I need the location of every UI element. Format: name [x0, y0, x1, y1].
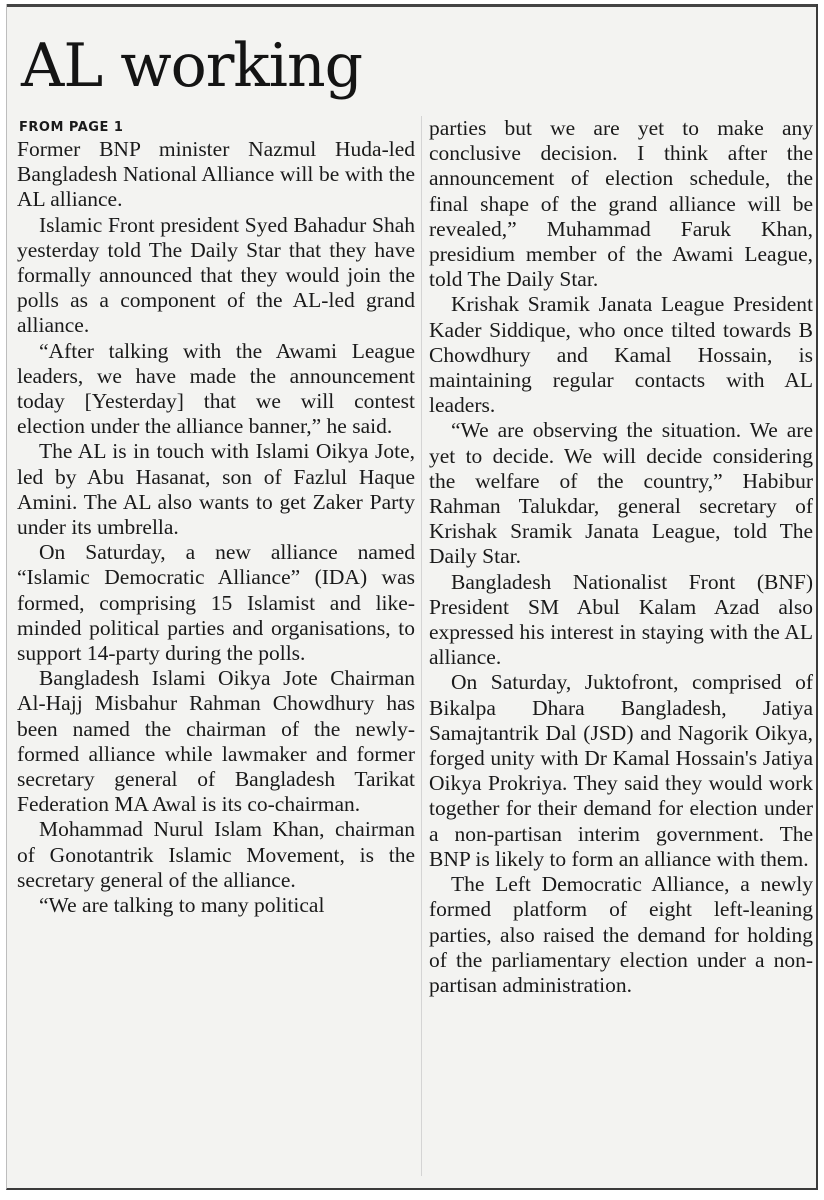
article-paragraph: Islamic Front president Syed Bahadur Shah yesterday told The Daily Star that they have formally announced that they would join the polls as a component of the AL-led grand alliance. — [17, 212, 415, 338]
column-divider — [421, 116, 422, 1176]
article-paragraph: Krishak Sramik Janata League President Kader Siddique, who once tilted towards B Chowdhury and Kamal Hossain, is maintaining regular contacts with AL leaders. — [429, 292, 813, 418]
article-paragraph: “We are observing the situation. We are yet to decide. We will decide considering the welfare of the country,” Habibur Rahman Talukdar, general secretary of Krishak Sramik Janata League, told The Daily Star. — [429, 418, 813, 569]
top-rule — [7, 4, 816, 7]
jump-kicker: FROM PAGE 1 — [19, 120, 124, 135]
article-paragraph: “We are talking to many political — [39, 893, 325, 918]
newspaper-clipping — [6, 4, 818, 1190]
article-paragraph: Bangladesh Nationalist Front (BNF) President SM Abul Kalam Azad also expressed his interest in staying with the AL alliance. — [429, 569, 813, 670]
article-paragraph: On Saturday, Juktofront, comprised of Bikalpa Dhara Bangladesh, Jatiya Samajtantrik Dal (JSD) and Nagorik Oikya, forged unity with Dr Kamal Hossain's Jatiya Oikya Prokriya. They said they would work together for their demand for election under a non-partisan interim government. The BNP is likely to form an alliance with them. — [429, 670, 813, 871]
article-paragraph: The Left Democratic Alliance, a newly formed platform of eight left-leaning parties, also raised the demand for holding of the parliamentary election under a non-partisan administration. — [429, 872, 813, 997]
article-paragraph: Former BNP minister Nazmul Huda-led Bangladesh National Alliance will be with the AL alliance. — [17, 137, 415, 212]
headline: AL working — [21, 31, 363, 101]
article-paragraph: The AL is in touch with Islami Oikya Jote, led by Abu Hasanat, son of Fazlul Haque Amini. The AL also wants to get Zaker Party under its umbrella. — [17, 439, 415, 540]
article-paragraph: “After talking with the Awami League leaders, we have made the announcement today [Yesterday] that we will contest election under the alliance banner,” he said. — [17, 338, 415, 439]
article-column-right — [429, 116, 813, 998]
article-paragraph: Mohammad Nurul Islam Khan, chairman of Gonotantrik Islamic Movement, is the secretary general of the alliance. — [17, 817, 415, 892]
article-paragraph: parties but we are yet to make any conclusive decision. I think after the announcement of election schedule, the final shape of the grand alliance will be revealed,” Muhammad Faruk Khan, presidium member of the Awami League, told The Daily Star. — [429, 116, 813, 292]
article-paragraph: On Saturday, a new alliance named “Islamic Democratic Alliance” (IDA) was formed, comprising 15 Islamist and like-minded political parties and organisations, to support 14-party during the polls. — [17, 540, 415, 666]
article-paragraph: Bangladesh Islami Oikya Jote Chairman Al-Hajj Misbahur Rahman Chowdhury has been named the chairman of the newly-formed alliance while lawmaker and former secretary general of Bangladesh Tarikat Federation MA Awal is its co-chairman. — [17, 666, 415, 817]
article-column-left — [17, 116, 415, 918]
